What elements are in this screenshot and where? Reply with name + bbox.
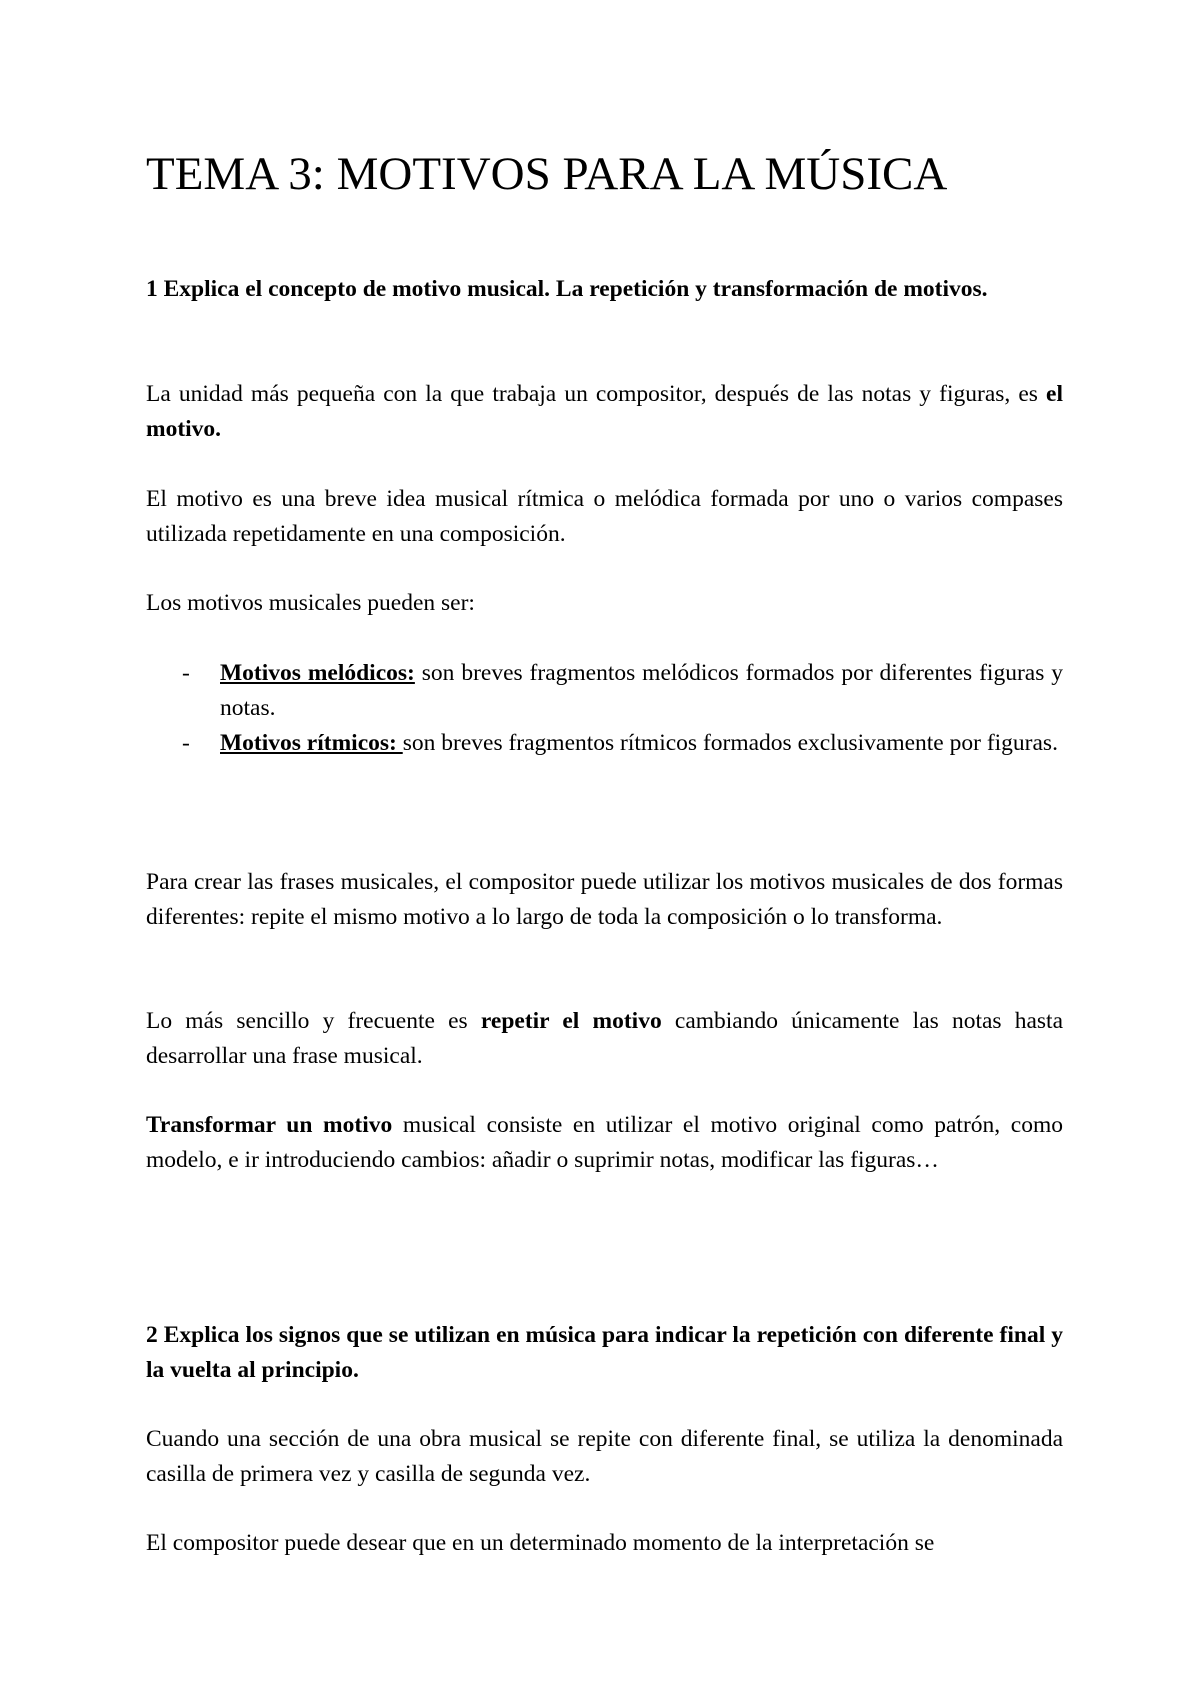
list-text: son breves fragmentos rítmicos formados exclusivamente por figuras. (402, 730, 1058, 756)
bold-term-repetir-el-motivo: repetir el motivo (480, 1008, 662, 1034)
list-dash: - (182, 730, 190, 756)
paragraph-text: La unidad más pequeña con la que trabaja un compositor, después de las notas y figuras, es (146, 381, 1047, 407)
paragraph-text: musical consiste en utilizar el motivo original como patrón, como modelo, e ir introduciendo cambios: añadir o suprimir notas, modificar las figuras… (146, 1112, 1063, 1173)
paragraph-text: Lo más sencillo y frecuente es (146, 1008, 481, 1034)
list-term: Motivos rítmicos: (220, 730, 403, 756)
list-dash: - (182, 660, 190, 686)
list-item-rhythmic-motifs (146, 726, 1063, 761)
document-title: TEMA 3: MOTIVOS PARA LA MÚSICA (146, 148, 948, 200)
section-2-heading: 2 Explica los signos que se utilizan en música para indicar la repetición con diferente final y la vuelta al principio. (146, 1322, 1063, 1383)
paragraph-text: cambiando únicamente las notas hasta desarrollar una frase musical. (146, 1008, 1064, 1069)
section-2-paragraph-2: El compositor puede desear que en un determinado momento de la interpretación se (146, 1530, 935, 1556)
section-1-paragraph-3: Los motivos musicales pueden ser: (146, 590, 475, 616)
section-1-paragraph-6 (146, 1108, 1063, 1178)
bold-term-el-motivo: el motivo. (146, 381, 1063, 442)
section-1-paragraph-1 (146, 377, 1063, 447)
bold-term-transformar-un-motivo: Transformar un motivo (146, 1112, 393, 1138)
list-term: Motivos melódicos: (220, 660, 415, 686)
section-1-paragraph-5 (146, 1004, 1063, 1074)
motif-types-list (146, 656, 1063, 761)
section-2-paragraph-1: Cuando una sección de una obra musical se repite con diferente final, se utiliza la denominada casilla de primera vez y casilla de segunda vez. (146, 1426, 1063, 1487)
section-1-paragraph-4: Para crear las frases musicales, el compositor puede utilizar los motivos musicales de dos formas diferentes: repite el mismo motivo a lo largo de toda la composición o lo transforma. (146, 869, 1063, 930)
document-page (146, 0, 1063, 1698)
section-1-heading: 1 Explica el concepto de motivo musical. La repetición y transformación de motivos. (146, 276, 988, 302)
section-1-paragraph-2: El motivo es una breve idea musical rítmica o melódica formada por uno o varios compases utilizada repetidamente en una composición. (146, 486, 1063, 547)
list-text: son breves fragmentos melódicos formados por diferentes figuras y notas. (220, 660, 1063, 721)
list-item-melodic-motifs (146, 656, 1063, 726)
